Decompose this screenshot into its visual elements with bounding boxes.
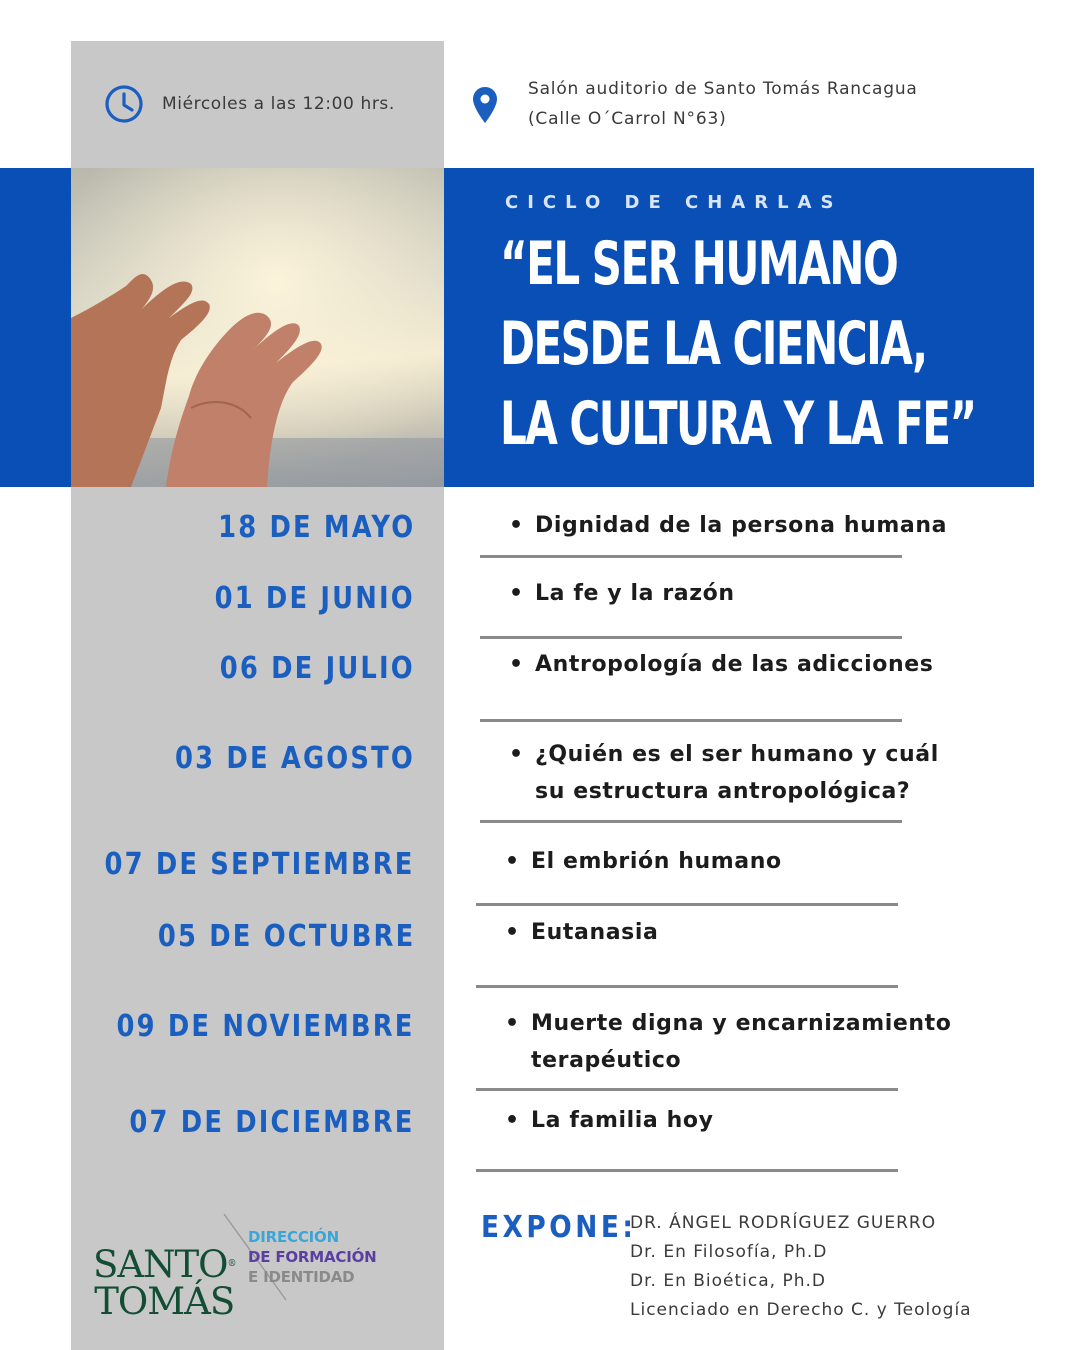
schedule-date: 07 DE DICIEMBRE [129, 1105, 415, 1140]
schedule-topic: • Dignidad de la persona humana [509, 513, 948, 538]
schedule-date: 07 DE SEPTIEMBRE [104, 847, 415, 882]
place-info [472, 74, 918, 134]
speaker-name: DR. ÁNGEL RODRÍGUEZ GUERRO [630, 1213, 937, 1233]
speaker-label: EXPONE: [481, 1210, 637, 1245]
speaker-info [630, 1209, 972, 1325]
clock-icon [104, 84, 144, 124]
series-subtitle: CICLO DE CHARLAS [505, 192, 843, 213]
schedule-date: 05 DE OCTUBRE [157, 919, 415, 954]
divider [480, 636, 902, 639]
schedule-date: 03 DE AGOSTO [175, 741, 415, 776]
praying-hands-photo [71, 168, 444, 487]
divider [476, 985, 898, 988]
schedule-topic: • ¿Quién es el ser humano y cuál su estructura antropológica? [509, 742, 939, 804]
schedule-date: 09 DE NOVIEMBRE [116, 1009, 415, 1044]
time-info [104, 84, 395, 124]
speaker-degree-1: Dr. En Filosofía, Ph.D [630, 1242, 828, 1262]
place-line-2: (Calle O´Carrol N°63) [528, 109, 727, 129]
banner-left-strip [0, 168, 71, 487]
time-text: Miércoles a las 12:00 hrs. [162, 94, 395, 114]
event-title [500, 224, 976, 464]
location-pin-icon [472, 86, 498, 126]
santo-tomas-logo: SANTO® TOMÁS [93, 1243, 236, 1323]
schedule-topic: • Eutanasia [505, 920, 659, 945]
divider [480, 820, 902, 823]
schedule-topic: • La familia hoy [505, 1108, 714, 1133]
place-line-1: Salón auditorio de Santo Tomás Rancagua [528, 79, 918, 99]
divider [476, 903, 898, 906]
schedule-topic: • Muerte digna y encarnizamiento terapéutico [505, 1011, 952, 1073]
direccion-formacion-logo: DIRECCIÓN DE FORMACIÓN E IDENTIDAD [248, 1228, 377, 1286]
schedule-topic: • La fe y la razón [509, 581, 735, 606]
title-line-3: LA CULTURA Y LA FE” [500, 389, 976, 459]
divider [476, 1088, 898, 1091]
speaker-degree-2: Dr. En Bioética, Ph.D [630, 1271, 826, 1291]
schedule-topic: • Antropología de las adicciones [509, 652, 934, 677]
schedule-date: 01 DE JUNIO [214, 581, 415, 616]
divider [480, 719, 902, 722]
divider [476, 1169, 898, 1172]
schedule-topic: • El embrión humano [505, 849, 782, 874]
title-line-2: DESDE LA CIENCIA, [500, 309, 927, 379]
schedule-date: 18 DE MAYO [217, 510, 415, 545]
title-line-1: “EL SER HUMANO [500, 229, 898, 299]
divider [480, 555, 902, 558]
speaker-degree-3: Licenciado en Derecho C. y Teología [630, 1300, 972, 1320]
schedule-date: 06 DE JULIO [219, 651, 415, 686]
